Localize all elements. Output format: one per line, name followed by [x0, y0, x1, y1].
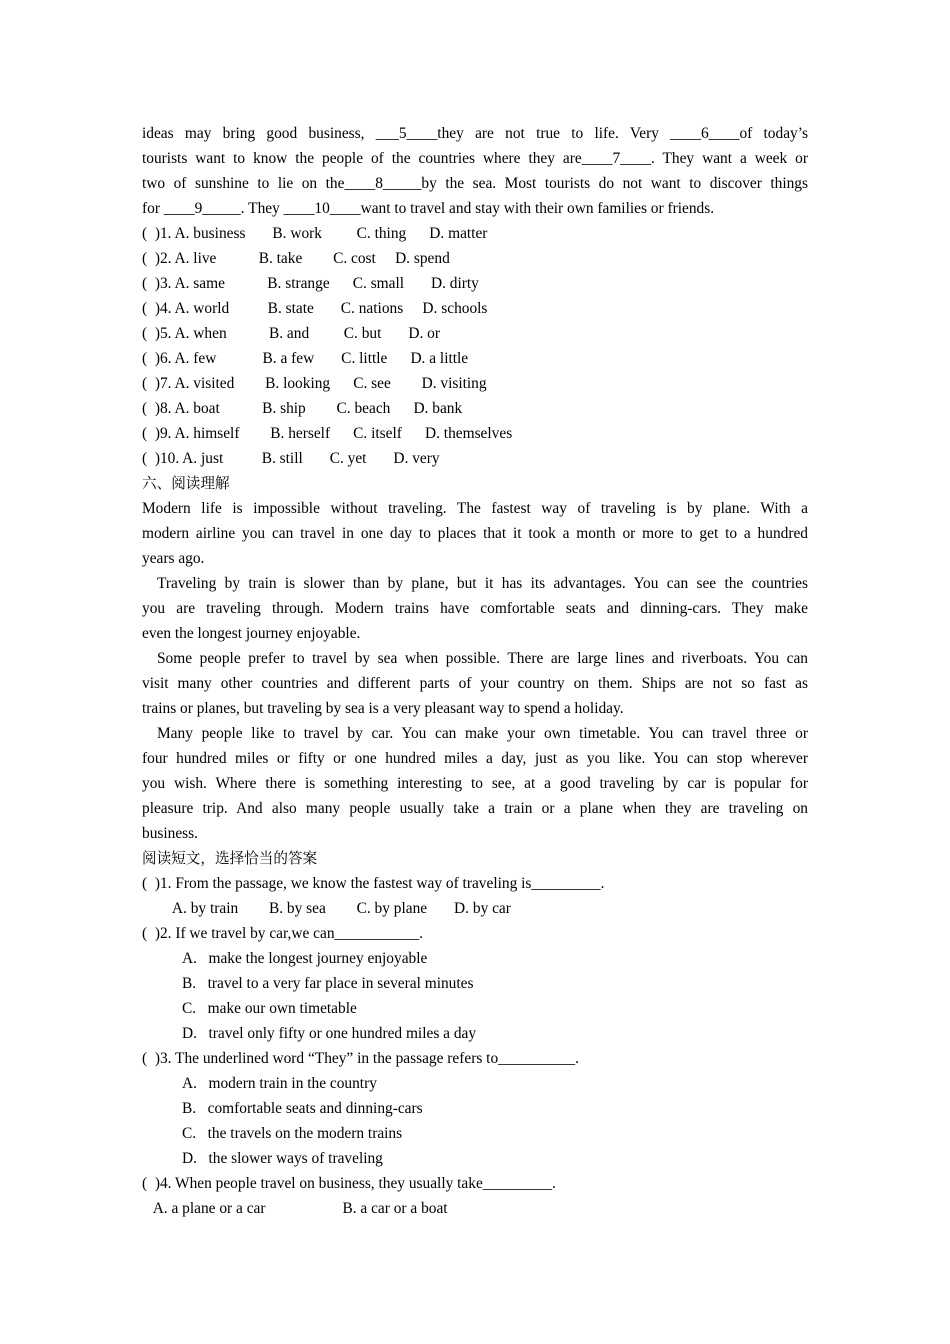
paragraph-line: business. [142, 825, 199, 842]
cloze-option-row[interactable]: ( )4. A. world B. state C. nations D. schools [142, 300, 488, 317]
reading-paragraph-3 [142, 646, 808, 721]
cloze-option-row[interactable]: ( )6. A. few B. a few C. little D. a little [142, 350, 469, 367]
cloze-passage-line: ideas may bring good business, ___5____they are not true to life. Very ____6____of today’s [142, 125, 808, 142]
paragraph-line: years ago. [142, 550, 205, 567]
paragraph-line: visit many other countries and different parts of your country on them. Ships are not so fast as [142, 675, 808, 692]
paragraph-line: Modern life is impossible without traveling. The fastest way of traveling is by plane. With a [142, 500, 808, 517]
cloze-option-row[interactable]: ( )2. A. live B. take C. cost D. spend [142, 250, 450, 267]
cloze-option-row[interactable]: ( )8. A. boat B. ship C. beach D. bank [142, 400, 463, 417]
cloze-option-row[interactable]: ( )9. A. himself B. herself C. itself D. themselves [142, 425, 513, 442]
paragraph-line: you wish. Where there is something interesting to see, at a good traveling by car is popular for [142, 775, 808, 792]
section-heading-reading: 六、阅读理解 [142, 475, 230, 492]
document-text-column [142, 121, 808, 1221]
question-option[interactable]: A. modern train in the country [182, 1075, 377, 1092]
question-option[interactable]: D. travel only fifty or one hundred miles a day [182, 1025, 477, 1042]
question-stem[interactable]: ( )4. When people travel on business, they usually take_________. [142, 1175, 556, 1192]
question-option[interactable]: B. comfortable seats and dinning-cars [182, 1100, 423, 1117]
paragraph-line: trains or planes, but traveling by sea is a very pleasant way to spend a holiday. [142, 700, 624, 717]
cloze-option-row[interactable]: ( )3. A. same B. strange C. small D. dirty [142, 275, 479, 292]
cloze-passage [142, 121, 808, 221]
reading-paragraph-4 [142, 721, 808, 846]
reading-question-2 [142, 921, 808, 1046]
reading-paragraph-1 [142, 496, 808, 571]
question-option[interactable]: C. the travels on the modern trains [182, 1125, 403, 1142]
paragraph-line: Some people prefer to travel by sea when possible. There are large lines and riverboats. You can [157, 650, 808, 667]
cloze-options-list [142, 221, 808, 471]
reading-question-4 [142, 1171, 808, 1221]
cloze-passage-line: for ____9_____. They ____10____want to travel and stay with their own families or friends. [142, 200, 715, 217]
reading-question-3 [142, 1046, 808, 1171]
paragraph-line: Many people like to travel by car. You can make your own timetable. You can travel three or [157, 725, 808, 742]
question-inline-options[interactable]: A. by train B. by sea C. by plane D. by car [142, 900, 511, 917]
paragraph-line: Traveling by train is slower than by plane, but it has its advantages. You can see the countries [157, 575, 808, 592]
paragraph-line: you are traveling through. Modern trains have comfortable seats and dinning-cars. They make [142, 600, 808, 617]
reading-paragraph-2 [142, 571, 808, 646]
question-stem[interactable]: ( )1. From the passage, we know the fastest way of traveling is_________. [142, 875, 605, 892]
cloze-passage-line: two of sunshine to lie on the____8_____by the sea. Most tourists do not want to discover things [142, 175, 808, 192]
question-option[interactable]: A. make the longest journey enjoyable [182, 950, 428, 967]
reading-question-1 [142, 871, 808, 921]
question-stem[interactable]: ( )3. The underlined word “They” in the passage refers to__________. [142, 1050, 579, 1067]
reading-instruction: 阅读短文，选择恰当的答案 [142, 850, 318, 867]
paragraph-line: pleasure trip. And also many people usually take a train or a plane when they are traveling on [142, 800, 808, 817]
paragraph-line: modern airline you can travel in one day to places that it took a month or more to get to a hundred [142, 525, 808, 542]
cloze-option-row[interactable]: ( )10. A. just B. still C. yet D. very [142, 450, 440, 467]
paragraph-line: four hundred miles or fifty or one hundred miles a day, just as you like. You can stop wherever [142, 750, 808, 767]
cloze-passage-line: tourists want to know the people of the countries where they are____7____. They want a week or [142, 150, 808, 167]
question-inline-options[interactable]: A. a plane or a car B. a car or a boat [142, 1200, 448, 1217]
cloze-option-row[interactable]: ( )5. A. when B. and C. but D. or [142, 325, 440, 342]
question-stem[interactable]: ( )2. If we travel by car,we can___________. [142, 925, 424, 942]
question-option[interactable]: D. the slower ways of traveling [182, 1150, 383, 1167]
cloze-option-row[interactable]: ( )1. A. business B. work C. thing D. matter [142, 225, 488, 242]
paragraph-line: even the longest journey enjoyable. [142, 625, 361, 642]
cloze-option-row[interactable]: ( )7. A. visited B. looking C. see D. visiting [142, 375, 487, 392]
question-option[interactable]: B. travel to a very far place in several minutes [182, 975, 474, 992]
question-option[interactable]: C. make our own timetable [182, 1000, 357, 1017]
